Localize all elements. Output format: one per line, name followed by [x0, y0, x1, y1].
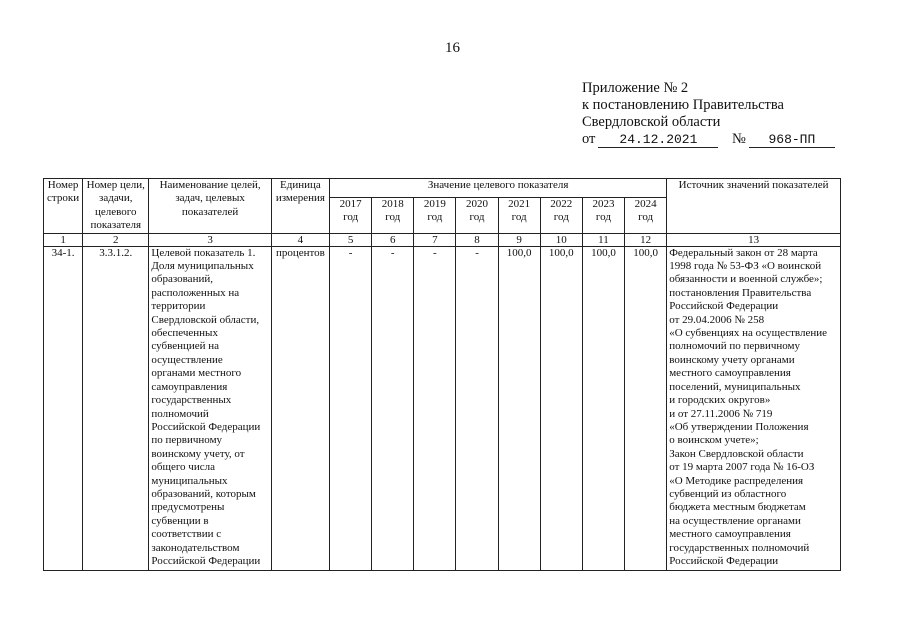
indicator-name-line: самоуправления	[151, 380, 228, 393]
source-line: 1998 года № 53-ФЗ «О воинской	[669, 260, 822, 273]
column-number: 1	[44, 233, 83, 246]
value-2017: -	[330, 246, 372, 570]
indicator-name-line: Целевой показатель 1.	[151, 246, 256, 259]
indicator-table	[43, 178, 841, 571]
indicator-name-line: законодательством	[151, 541, 240, 554]
source-line: государственных полномочий	[669, 541, 810, 554]
column-number: 11	[582, 233, 624, 246]
source-line: Федеральный закон от 28 марта	[669, 246, 818, 259]
header-value-group: Значение целевого показателя	[330, 179, 667, 198]
header-year: 2021 год	[498, 197, 540, 233]
indicator-name-line: по первичному	[151, 434, 223, 447]
column-number: 9	[498, 233, 540, 246]
indicator-name-line: осуществление	[151, 353, 223, 366]
source-line: субвенций из областного	[669, 487, 787, 500]
header-year: 2018 год	[372, 197, 414, 233]
header-source: Источник значений показателей	[667, 179, 841, 234]
column-number: 2	[83, 233, 149, 246]
source-line: «О Методике распределения	[669, 474, 804, 487]
indicator-name-line: соответствии с	[151, 528, 222, 541]
header-name: Наименование целей, задач, целевых показателей	[149, 179, 271, 234]
source-line: Российской Федерации	[669, 554, 779, 567]
indicator-name-line: предусмотрены	[151, 501, 225, 514]
column-number: 4	[271, 233, 329, 246]
column-number: 6	[372, 233, 414, 246]
indicator-name-line: образований, которым	[151, 487, 256, 500]
header-unit: Единица измерения	[271, 179, 329, 234]
indicator-name-line: территории	[151, 300, 206, 313]
indicator-name-line: государственных	[151, 394, 232, 407]
indicator-name-line: расположенных на	[151, 286, 240, 299]
value-2018: -	[372, 246, 414, 570]
source-line: постановления Правительства	[669, 286, 812, 299]
source-line: Российской Федерации	[669, 300, 779, 313]
value-2022: 100,0	[540, 246, 582, 570]
source-cell	[667, 246, 841, 570]
goal-number: 3.3.1.2.	[83, 246, 149, 570]
indicator-name-line: Доля муниципальных	[151, 260, 254, 273]
source-line: бюджета местным бюджетам	[669, 501, 806, 514]
indicator-name-line: общего числа	[151, 461, 215, 474]
source-line: воинскому учету органами	[669, 353, 795, 366]
unit-cell: процентов	[271, 246, 329, 570]
source-line: и городских округов»	[669, 394, 771, 407]
appendix-title: Приложение № 2	[582, 80, 689, 96]
column-number-row	[44, 233, 841, 246]
source-line: «Об утверждении Положения	[669, 420, 809, 433]
resolution-number: 968-ПП	[749, 132, 835, 148]
source-line: обязанности и военной службе»;	[669, 273, 823, 286]
header-year: 2019 год	[414, 197, 456, 233]
column-number: 12	[625, 233, 667, 246]
indicator-name-line: Российской Федерации	[151, 554, 261, 567]
column-number: 5	[330, 233, 372, 246]
indicator-name	[149, 246, 271, 570]
header-year: 2024 год	[625, 197, 667, 233]
value-2019: -	[414, 246, 456, 570]
source-line: Закон Свердловской области	[669, 447, 804, 460]
value-2020: -	[456, 246, 498, 570]
value-2021: 100,0	[498, 246, 540, 570]
column-number: 3	[149, 233, 271, 246]
header-year: 2020 год	[456, 197, 498, 233]
source-line: о воинском учете»;	[669, 434, 759, 447]
column-number: 10	[540, 233, 582, 246]
table-row	[44, 246, 841, 570]
source-line: от 29.04.2006 № 258	[669, 313, 765, 326]
from-label: от	[582, 131, 596, 147]
header-year: 2017 год	[330, 197, 372, 233]
source-line: полномочий по первичному	[669, 340, 801, 353]
indicator-name-line: полномочий	[151, 407, 209, 420]
number-label: №	[732, 131, 746, 147]
column-number: 7	[414, 233, 456, 246]
indicator-name-line: обеспеченных	[151, 327, 218, 340]
resolution-date: 24.12.2021	[598, 132, 718, 148]
source-line: от 19 марта 2007 года № 16-ОЗ	[669, 461, 815, 474]
value-2024: 100,0	[625, 246, 667, 570]
source-line: местного самоуправления	[669, 528, 791, 541]
appendix-date-line	[582, 131, 835, 148]
source-line: на осуществление органами	[669, 514, 801, 527]
appendix-block	[582, 80, 835, 148]
header-row-1	[44, 179, 841, 198]
column-number: 8	[456, 233, 498, 246]
indicator-name-line: Российской Федерации	[151, 420, 261, 433]
value-2023: 100,0	[582, 246, 624, 570]
indicator-name-line: Свердловской области,	[151, 313, 260, 326]
source-line: и от 27.11.2006 № 719	[669, 407, 773, 420]
indicator-name-line: образований,	[151, 273, 213, 286]
source-line: местного самоуправления	[669, 367, 791, 380]
row-number: 34-1.	[44, 246, 83, 570]
indicator-name-line: муниципальных	[151, 474, 228, 487]
source-line: поселений, муниципальных	[669, 380, 801, 393]
header-goal-number: Номер цели, задачи, целевого показателя	[83, 179, 149, 234]
header-row-number: Номер строки	[44, 179, 83, 234]
indicator-name-line: субвенцией на	[151, 340, 220, 353]
header-year: 2023 год	[582, 197, 624, 233]
indicator-name-line: органами местного	[151, 367, 242, 380]
column-number: 13	[667, 233, 841, 246]
indicator-name-line: воинскому учету, от	[151, 447, 245, 460]
page-number: 16	[445, 40, 460, 56]
appendix-line-3: Свердловской области	[582, 114, 721, 130]
indicator-name-line: субвенции в	[151, 514, 209, 527]
header-year: 2022 год	[540, 197, 582, 233]
appendix-line-2: к постановлению Правительства	[582, 97, 784, 113]
source-line: «О субвенциях на осуществление	[669, 327, 828, 340]
